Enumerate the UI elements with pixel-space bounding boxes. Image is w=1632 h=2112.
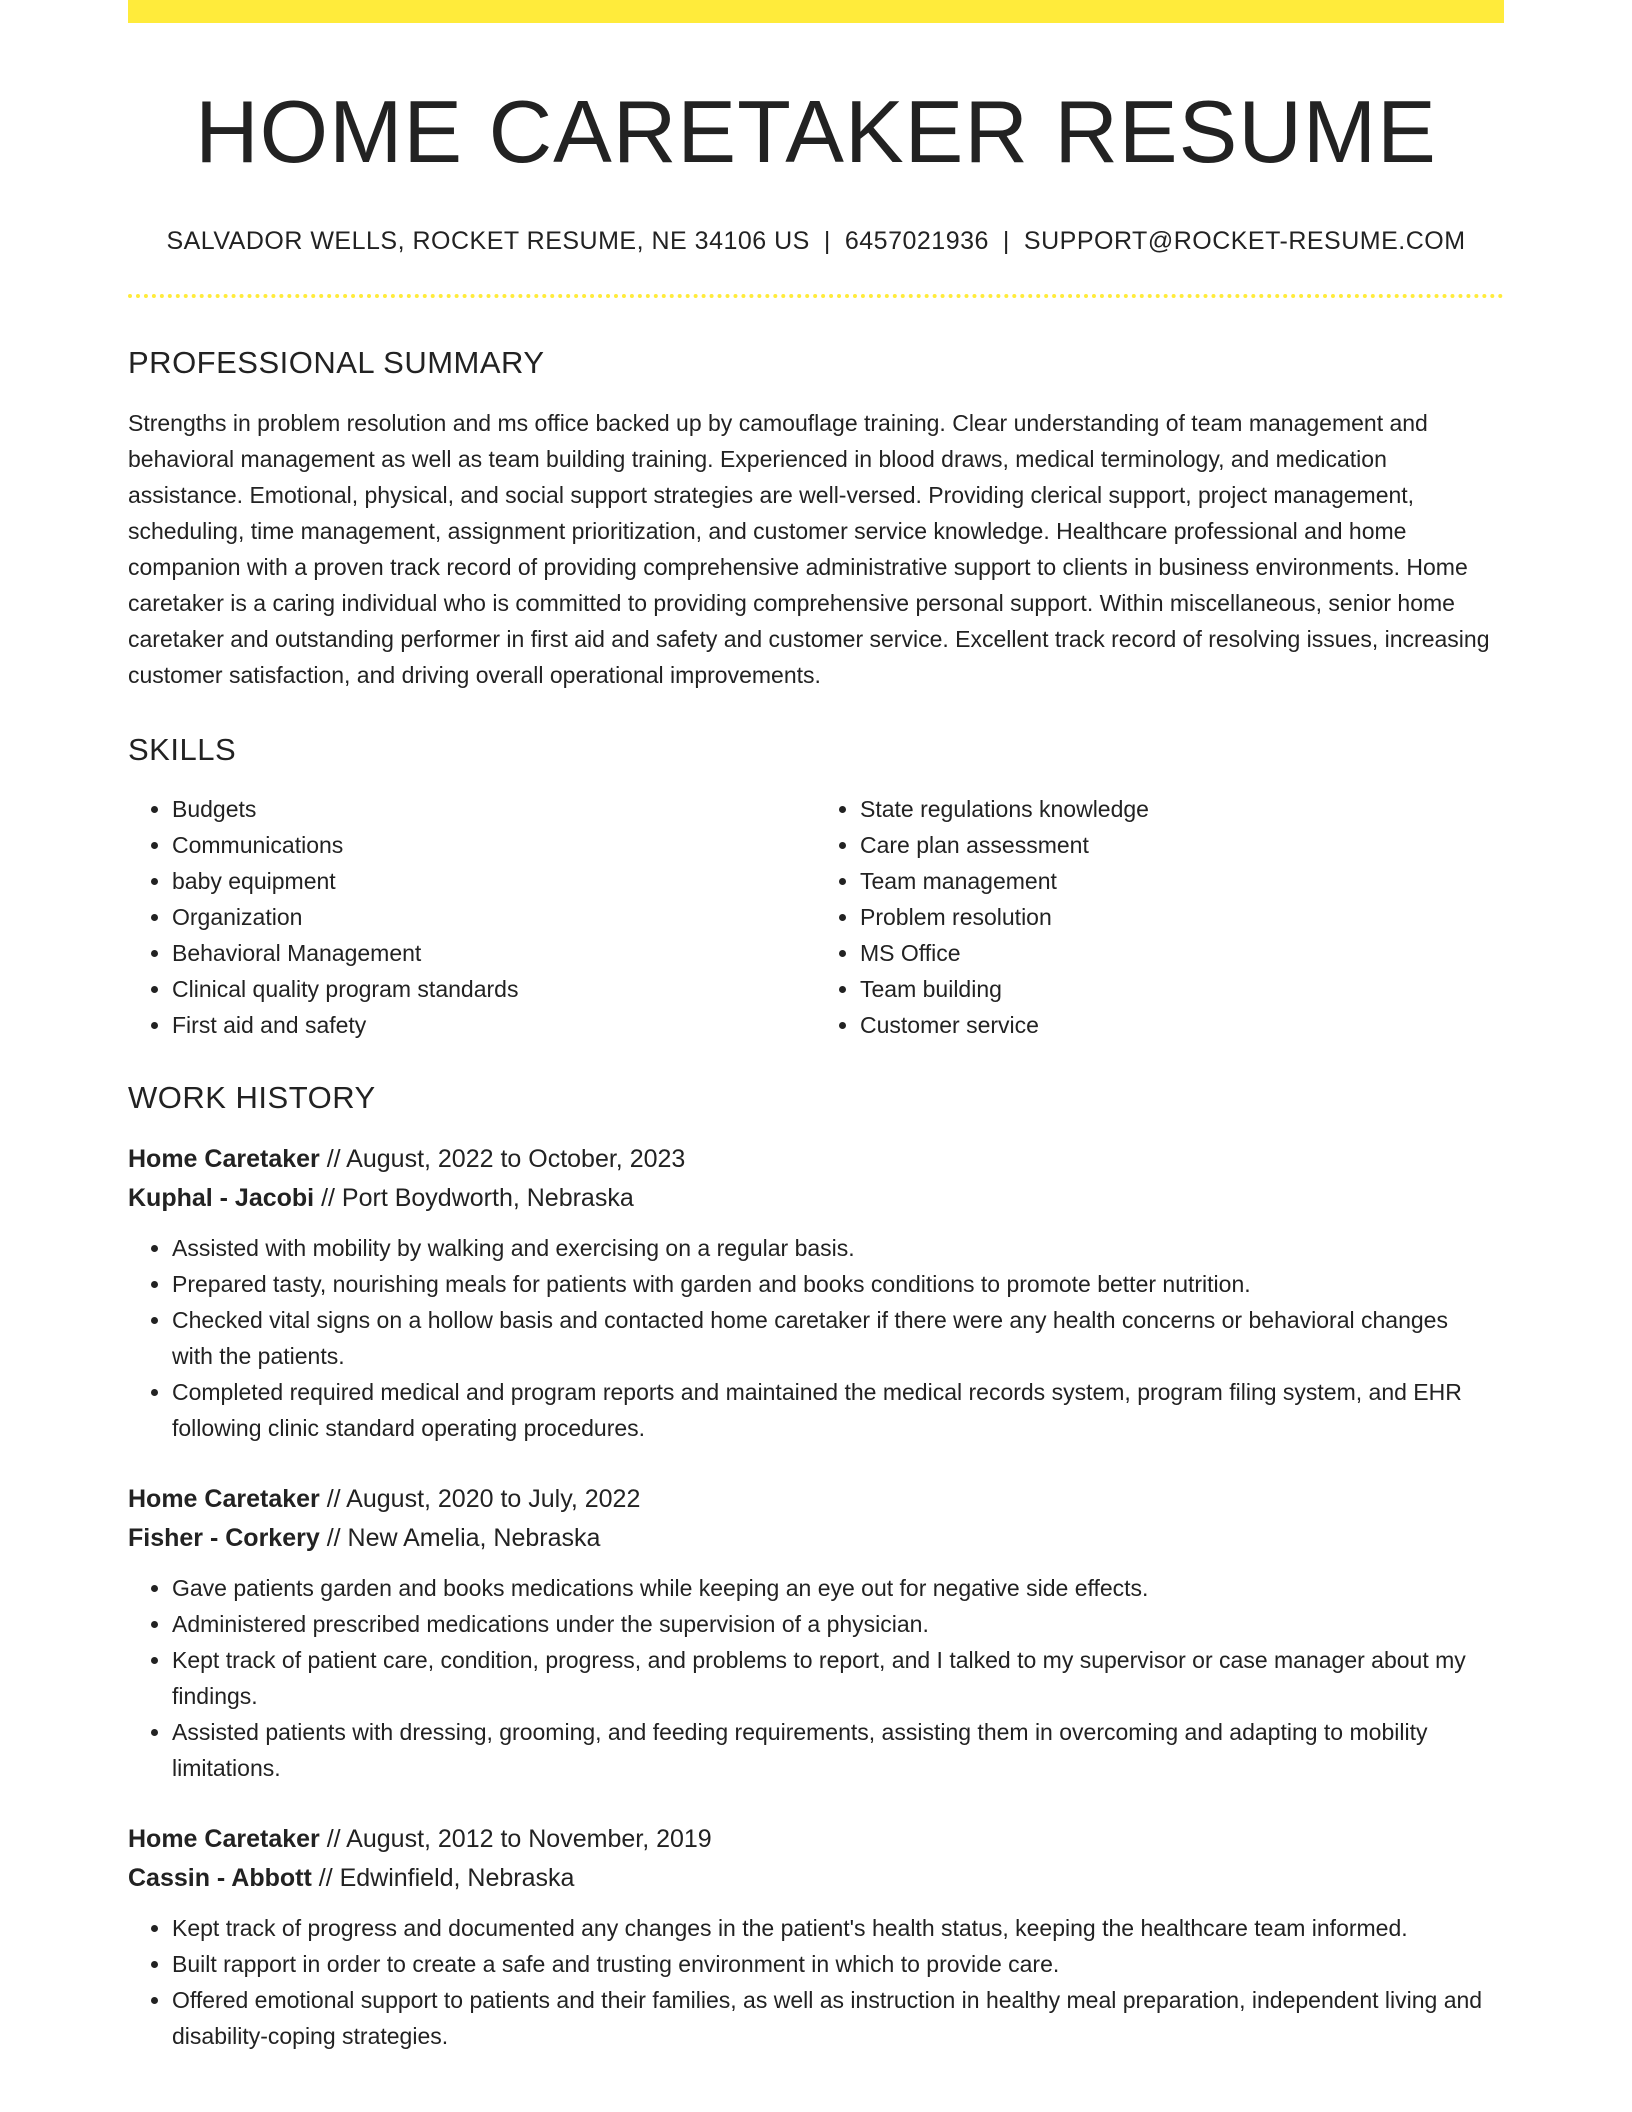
skill-item: • State regulations knowledge xyxy=(860,791,1504,827)
job-bullet-list xyxy=(128,1910,1504,2054)
skill-item: • Budgets xyxy=(172,791,816,827)
job-dates: // August, 2022 to October, 2023 xyxy=(326,1144,686,1173)
job-bullet: • Gave patients garden and books medications while keeping an eye out for negative side effects. xyxy=(172,1570,1504,1606)
skill-item: • Team building xyxy=(860,971,1504,1007)
job-bullet-list xyxy=(128,1230,1504,1446)
job-bullet: • Kept track of patient care, condition, progress, and problems to report, and I talked to my supervisor or case manager about my findings. xyxy=(172,1642,1504,1714)
job-company: Fisher - Corkery xyxy=(128,1523,320,1552)
job-company: Kuphal - Jacobi xyxy=(128,1183,315,1212)
skill-item: • Behavioral Management xyxy=(172,935,816,971)
job-title-line xyxy=(128,1140,1504,1179)
top-accent-bar xyxy=(128,0,1504,23)
job-dates: // August, 2012 to November, 2019 xyxy=(326,1824,712,1853)
skill-item: • baby equipment xyxy=(172,863,816,899)
skill-item: • Customer service xyxy=(860,1007,1504,1043)
job-bullet: • Checked vital signs on a hollow basis and contacted home caretaker if there were any health concerns or behavioral changes with the patients. xyxy=(172,1302,1504,1374)
resume-title: HOME CARETAKER RESUME xyxy=(195,82,1437,181)
job-location: // Port Boydworth, Nebraska xyxy=(321,1183,634,1212)
contact-phone: 6457021936 xyxy=(844,227,989,256)
skill-item: • MS Office xyxy=(860,935,1504,971)
job-title: Home Caretaker xyxy=(128,1824,320,1853)
job-entry xyxy=(128,1140,1504,1446)
skill-item: • Communications xyxy=(172,827,816,863)
job-bullet-list xyxy=(128,1570,1504,1786)
job-bullet: • Administered prescribed medications under the supervision of a physician. xyxy=(172,1606,1504,1642)
job-company-line xyxy=(128,1179,1504,1218)
work-history-heading: WORK HISTORY xyxy=(128,1079,376,1115)
job-company-line xyxy=(128,1859,1504,1898)
summary-text: Strengths in problem resolution and ms office backed up by camouflage training. Clear understanding of team management and behavioral management as well as team building training. Experienced in blood draws, medical terminology, and medication assistance. Emotional, physical, and social support strategies are well-versed. Providing clerical support, project management, scheduling, time management, assignment prioritization, and customer service knowledge. Healthcare professional and home companion with a proven track record of providing comprehensive administrative support to clients in business environments. Home caretaker is a caring individual who is committed to providing comprehensive personal support. Within miscellaneous, senior home caretaker and outstanding performer in first aid and safety and customer service. Excellent track record of resolving issues, increasing customer satisfaction, and driving overall operational improvements. xyxy=(128,410,1490,689)
job-bullet: • Prepared tasty, nourishing meals for patients with garden and books conditions to promote better nutrition. xyxy=(172,1266,1504,1302)
resume-page xyxy=(128,0,1504,2054)
skills-list-right xyxy=(816,791,1504,1043)
contact-separator: | xyxy=(1002,227,1010,256)
skill-item: • Problem resolution xyxy=(860,899,1504,935)
summary-heading: PROFESSIONAL SUMMARY xyxy=(128,345,545,381)
job-entry xyxy=(128,1480,1504,1786)
job-location: // New Amelia, Nebraska xyxy=(326,1523,601,1552)
job-bullet: • Completed required medical and program reports and maintained the medical records system, program filing system, and EHR following clinic standard operating procedures. xyxy=(172,1374,1504,1446)
job-bullet: • Built rapport in order to create a safe and trusting environment in which to provide care. xyxy=(172,1946,1504,1982)
skills-columns xyxy=(128,791,1504,1043)
job-location: // Edwinfield, Nebraska xyxy=(318,1863,575,1892)
job-bullet: • Offered emotional support to patients and their families, as well as instruction in healthy meal preparation, independent living and disability-coping strategies. xyxy=(172,1982,1504,2054)
skill-item: • Team management xyxy=(860,863,1504,899)
skill-item: • First aid and safety xyxy=(172,1007,816,1043)
skills-list-left xyxy=(128,791,816,1043)
contact-line xyxy=(128,226,1504,256)
contact-address: SALVADOR WELLS, ROCKET RESUME, NE 34106 US xyxy=(166,227,810,256)
skills-heading: SKILLS xyxy=(128,732,237,768)
job-bullet: • Assisted patients with dressing, grooming, and feeding requirements, assisting them in overcoming and adapting to mobility limitations. xyxy=(172,1714,1504,1786)
job-entry xyxy=(128,1820,1504,2054)
job-title: Home Caretaker xyxy=(128,1484,320,1513)
skill-item: • Organization xyxy=(172,899,816,935)
job-title-line xyxy=(128,1480,1504,1519)
job-bullet: • Assisted with mobility by walking and exercising on a regular basis. xyxy=(172,1230,1504,1266)
job-title: Home Caretaker xyxy=(128,1144,320,1173)
header-divider xyxy=(128,294,1504,298)
job-title-line xyxy=(128,1820,1504,1859)
job-company: Cassin - Abbott xyxy=(128,1863,312,1892)
job-bullet: • Kept track of progress and documented any changes in the patient's health status, keeping the healthcare team informed. xyxy=(172,1910,1504,1946)
contact-email: SUPPORT@ROCKET-RESUME.COM xyxy=(1023,227,1466,256)
job-dates: // August, 2020 to July, 2022 xyxy=(326,1484,641,1513)
skill-item: • Care plan assessment xyxy=(860,827,1504,863)
skill-item: • Clinical quality program standards xyxy=(172,971,816,1007)
contact-separator: | xyxy=(823,227,831,256)
job-company-line xyxy=(128,1519,1504,1558)
